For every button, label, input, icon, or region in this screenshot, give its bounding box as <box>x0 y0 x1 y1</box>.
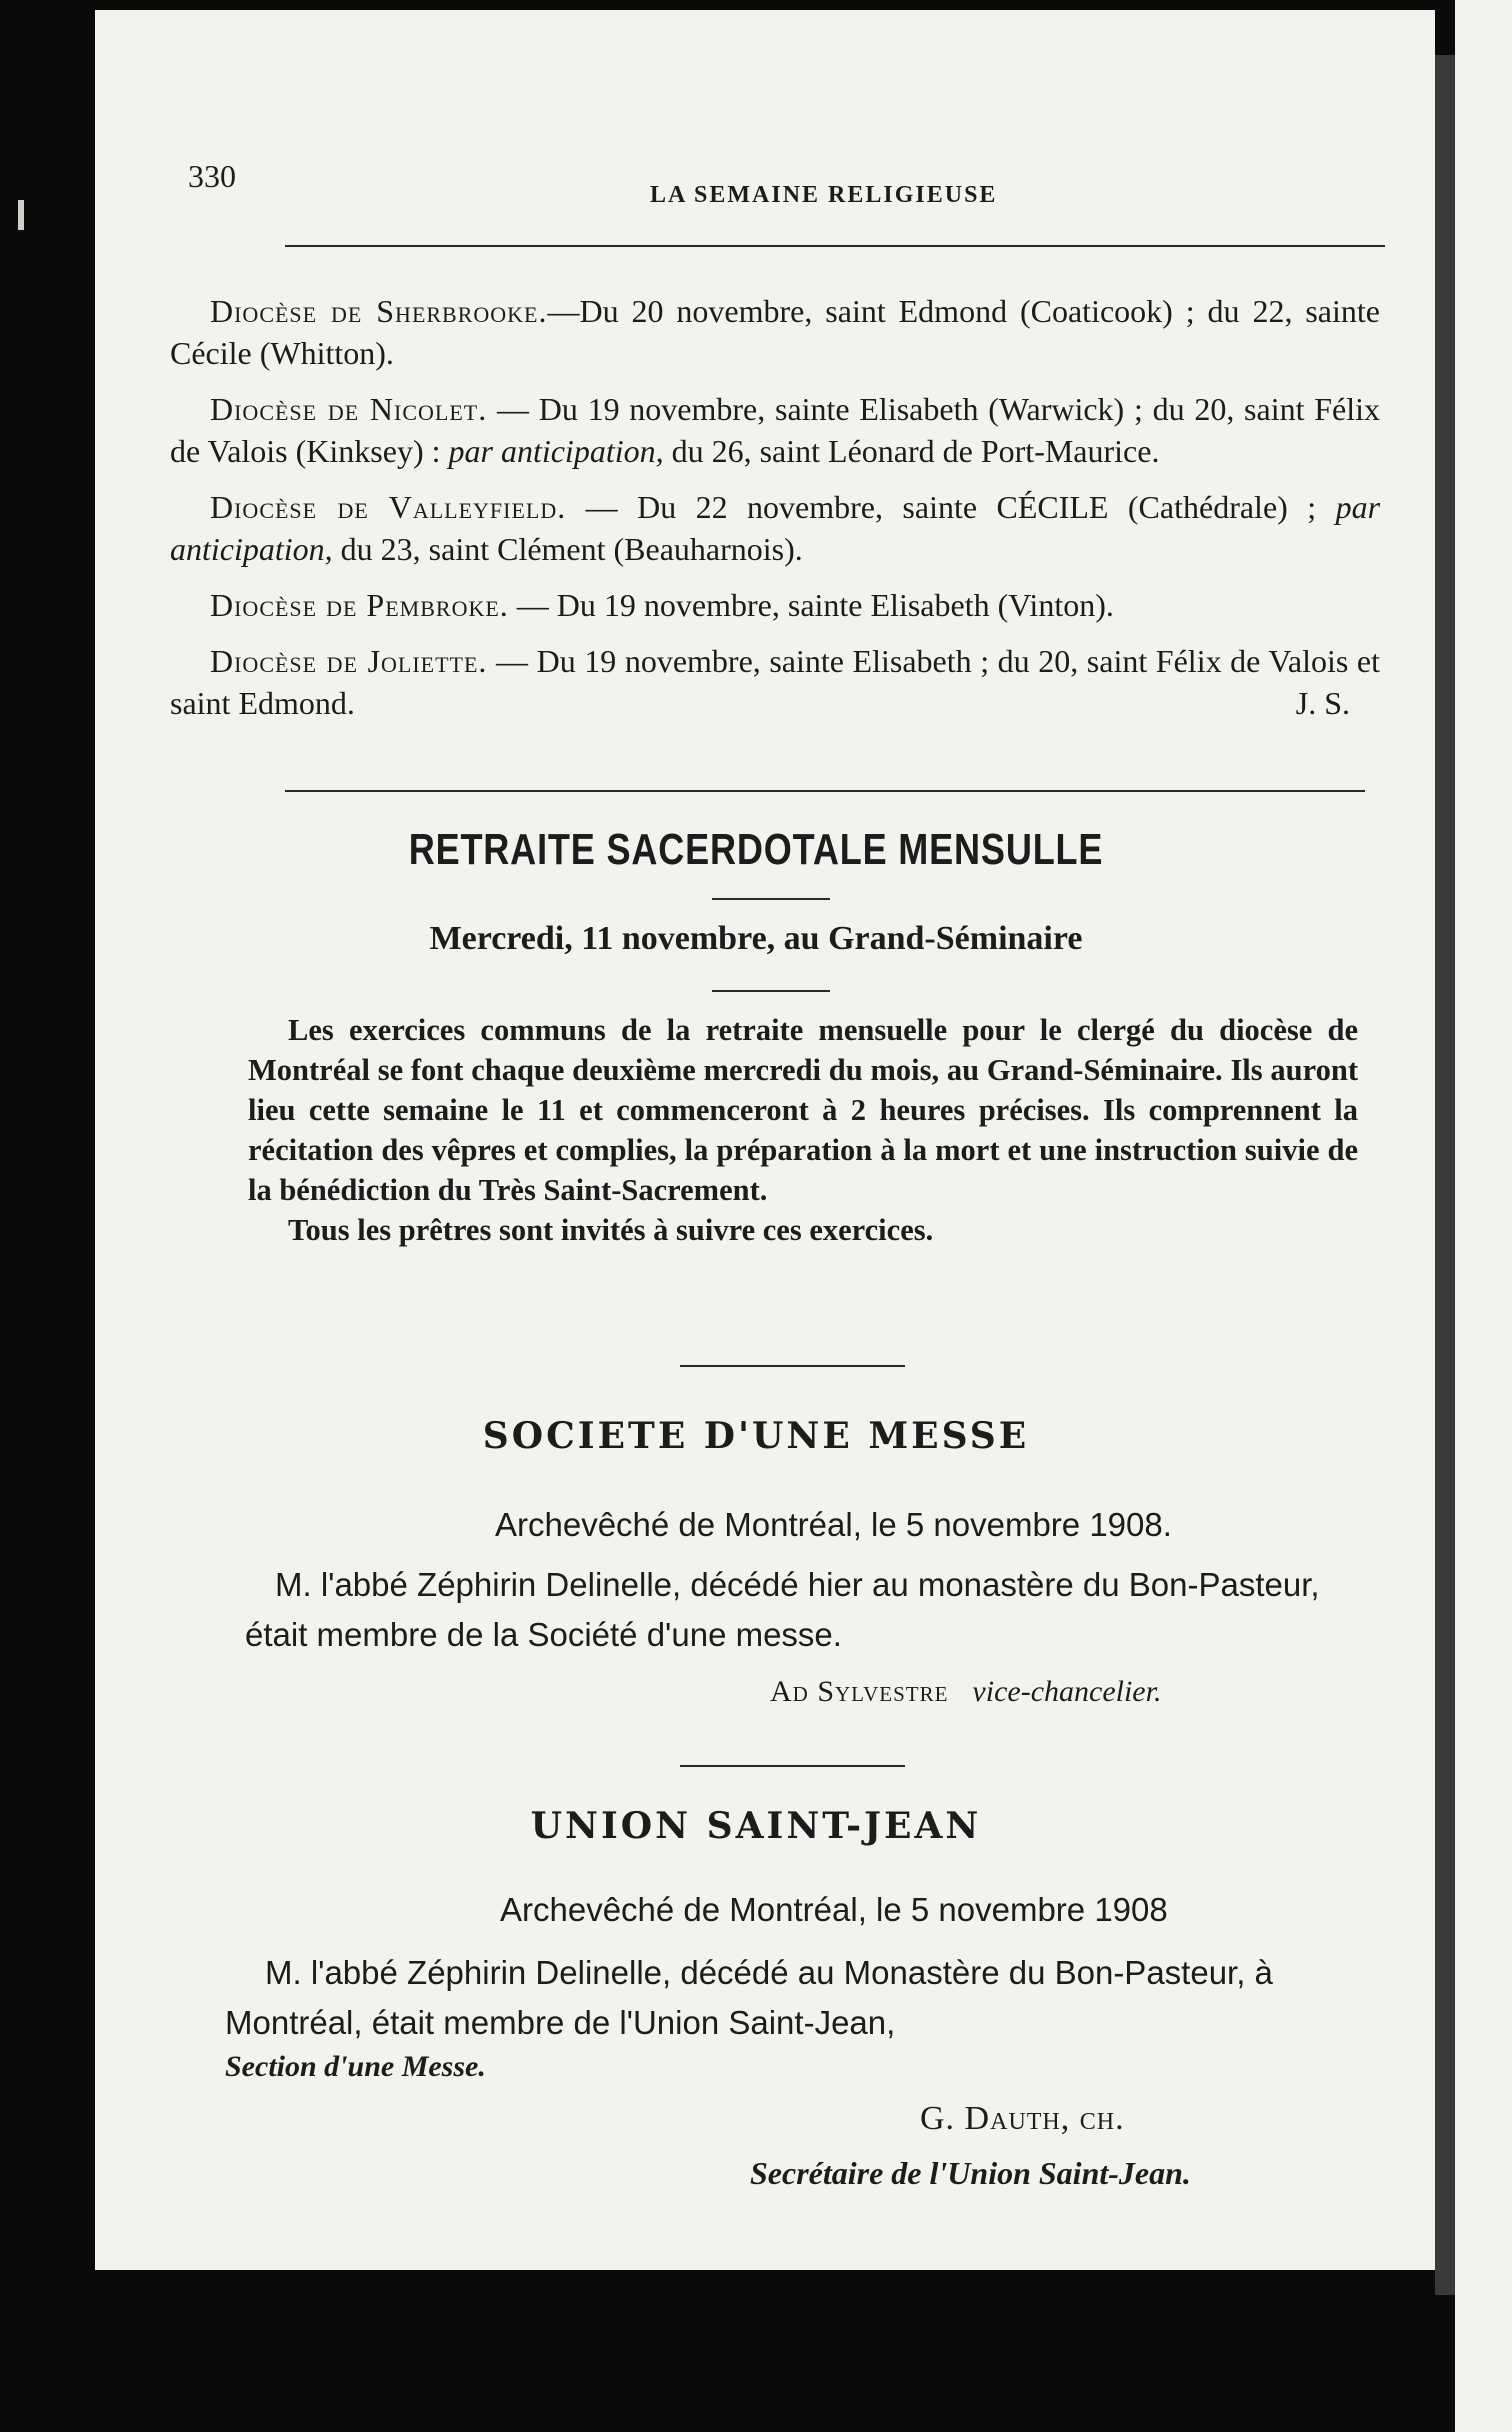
union-signer: G. Dauth, ch. <box>920 2100 1125 2137</box>
diocese-text: Du 20 novembre, saint Edmond (Coaticook) ; du 22, sainte Cécile (Whitton). <box>170 293 1380 371</box>
union-body: M. l'abbé Zéphirin Delinelle, décédé au Monastère du Bon-Pasteur, à Montréal, était membre de l'Union Saint-Jean, <box>225 1954 1273 2041</box>
section-rule <box>680 1365 905 1367</box>
diocese-entry <box>170 388 1380 472</box>
page-number: 330 <box>188 158 236 194</box>
diocese-name: Diocèse de Valleyfield. <box>210 489 567 525</box>
union-title: UNION SAINT-JEAN <box>530 1805 982 1847</box>
diocese-name: Diocèse de Nicolet. <box>210 391 488 427</box>
retraite-title: RETRAITE SACERDOTALE MENSULLE <box>408 825 1104 874</box>
short-rule <box>712 990 830 992</box>
section-rule <box>680 1765 905 1767</box>
societe-body: M. l'abbé Zéphirin Delinelle, décédé hier au monastère du Bon-Pasteur, était membre de la Société d'une messe. <box>245 1566 1320 1653</box>
running-title: LA SEMAINE RELIGIEUSE <box>650 182 998 208</box>
dash: — <box>547 293 580 329</box>
diocese-text: Du 19 novembre, sainte Elisabeth ; du 20, saint Félix de Valois et saint Edmond. <box>170 643 1381 721</box>
societe-signature <box>770 1675 1390 1709</box>
dash: — <box>487 391 539 427</box>
diocese-entry <box>170 290 1380 374</box>
diocese-italic: par anticipation, <box>170 489 1381 567</box>
diocese-entry <box>170 584 1380 626</box>
union-dateline: Archevêché de Montréal, le 5 novembre 1908 <box>500 1891 1168 1928</box>
diocese-text: Du 22 novembre, sainte CÉCILE (Cathédrale) ; <box>637 489 1317 525</box>
societe-dateline: Archevêché de Montréal, le 5 novembre 1908. <box>495 1506 1172 1543</box>
dash: — <box>566 489 638 525</box>
dash: — <box>487 643 537 679</box>
page-gutter <box>1435 55 1455 2295</box>
retraite-subtitle: Mercredi, 11 novembre, au Grand-Séminaire <box>429 920 1083 957</box>
diocese-text-2: du 23, saint Clément (Beauharnois). <box>340 531 803 567</box>
facing-page-edge <box>1455 0 1512 2432</box>
diocese-name: Diocèse de Joliette. <box>210 643 488 679</box>
retraite-body <box>248 1010 1358 1250</box>
societe-title: SOCIETE D'UNE MESSE <box>482 1415 1030 1457</box>
union-signer-title: Secrétaire de l'Union Saint-Jean. <box>750 2155 1191 2191</box>
diocese-signature: J. S. <box>1295 685 1350 721</box>
section-rule <box>285 790 1365 792</box>
diocese-name: Diocèse de Pembroke. <box>210 587 509 623</box>
societe-signer: Ad Sylvestre <box>770 1675 949 1708</box>
diocese-text-2: du 26, saint Léonard de Port-Maurice. <box>671 433 1160 469</box>
retraite-paragraph: Les exercices communs de la retraite mensuelle pour le clergé du diocèse de Montréal se font chaque deuxième mercredi du mois, au Grand-Séminaire. Ils auront lieu cette semaine le 11 et commenceront à 2 heures précises. Ils comprennent la récitation des vêpres et complies, la préparation à la mort et une instruction suivie de la bénédiction du Très Saint-Sacrement. <box>248 1013 1358 1207</box>
union-section: Section d'une Messe. <box>225 2050 486 2083</box>
diocese-entry <box>170 486 1380 570</box>
diocese-italic: par anticipation, <box>448 433 664 469</box>
header-rule <box>285 245 1385 247</box>
diocese-text: Du 19 novembre, sainte Elisabeth (Warwick) ; du 20, saint Félix de Valois (Kinksey) : <box>170 391 1381 469</box>
societe-signer-title: vice-chancelier. <box>972 1675 1162 1708</box>
diocese-name: Diocèse de Sherbrooke. <box>210 293 548 329</box>
diocese-text: Du 19 novembre, sainte Elisabeth (Vinton). <box>556 587 1114 623</box>
short-rule <box>712 898 830 900</box>
retraite-paragraph: Tous les prêtres sont invités à suivre ces exercices. <box>288 1213 934 1247</box>
dash: — <box>508 587 557 623</box>
diocese-list <box>170 290 1380 738</box>
scan-speck <box>18 200 24 230</box>
